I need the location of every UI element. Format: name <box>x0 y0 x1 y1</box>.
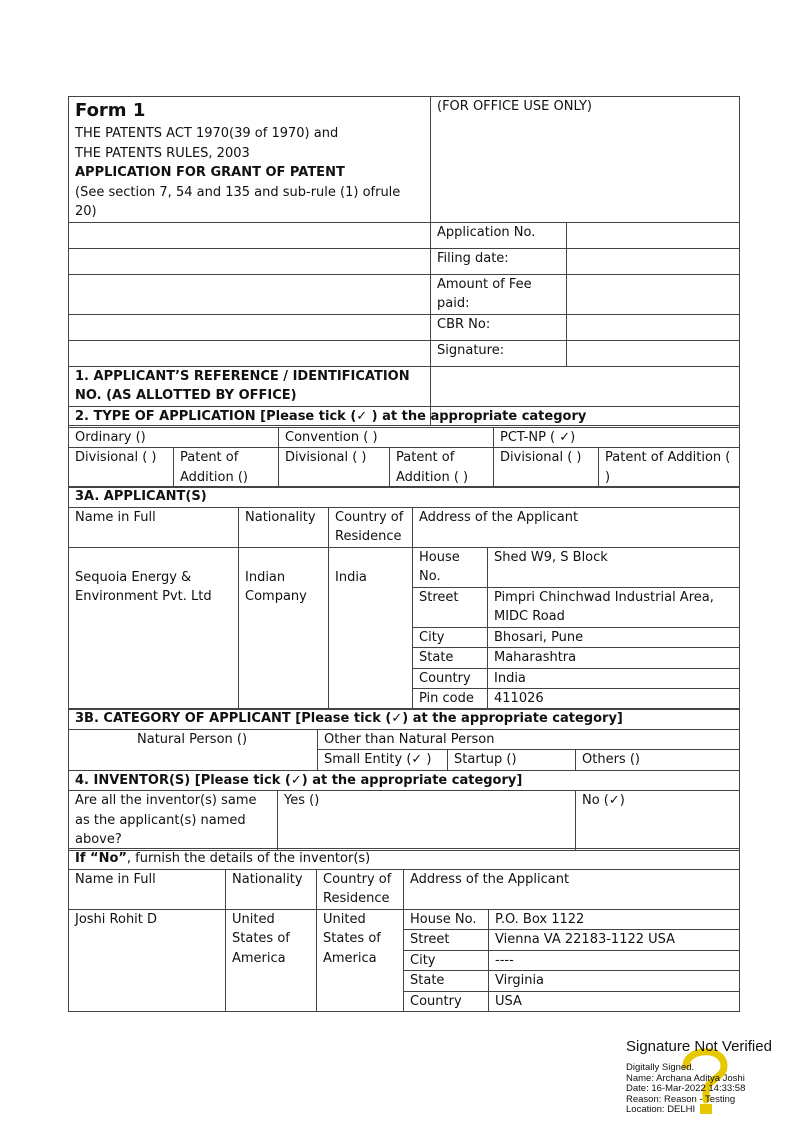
section-2-title: 2. TYPE OF APPLICATION [Please tick (✓ ) at the appropriate category <box>69 407 740 428</box>
address-label: City <box>404 950 489 971</box>
signature-label: Signature: <box>431 340 567 366</box>
address-value: USA <box>489 991 740 1012</box>
address-label: Country <box>413 668 488 689</box>
amount-fee-label: Amount of Fee paid: <box>431 274 567 314</box>
address-value: Maharashtra <box>488 648 740 669</box>
cbr-no-value <box>567 314 740 340</box>
filing-date-value <box>567 248 740 274</box>
signature-location: Location: DELHI <box>626 1104 696 1115</box>
inventor-name: Joshi Rohit D <box>69 909 226 1012</box>
applicant-nationality: Indian Company <box>239 547 329 710</box>
divisional-option-2[interactable]: Divisional ( ) <box>279 448 390 488</box>
amount-fee-value <box>567 274 740 314</box>
address-label: City <box>413 627 488 648</box>
office-use-cell <box>431 97 740 223</box>
address-value: ---- <box>489 950 740 971</box>
col-nationality: Nationality <box>226 869 317 909</box>
inventors-table <box>68 848 740 1012</box>
applicants-table <box>68 486 740 710</box>
signature-digitally-signed: Digitally Signed. <box>626 1062 695 1073</box>
blank-cell <box>69 340 431 366</box>
small-entity-option[interactable]: Small Entity (✓ ) <box>318 750 448 771</box>
col-country-of-residence: Country of Residence <box>317 869 404 909</box>
address-value: India <box>488 668 740 689</box>
address-value: Shed W9, S Block <box>488 547 740 587</box>
yes-option[interactable]: Yes () <box>278 791 576 851</box>
col-nationality: Nationality <box>239 507 329 547</box>
signature-date: Date: 16-Mar-2022 14:33:58 <box>626 1083 746 1094</box>
col-address: Address of the Applicant <box>404 869 740 909</box>
address-value: Vienna VA 22183-1122 USA <box>489 930 740 951</box>
startup-option[interactable]: Startup () <box>448 750 576 771</box>
act-line: THE PATENTS ACT 1970(39 of 1970) and <box>75 126 339 141</box>
address-label: Pin code <box>413 689 488 710</box>
header-row <box>69 97 740 223</box>
address-label: State <box>413 648 488 669</box>
header-table <box>68 96 740 426</box>
if-no-instruction <box>69 849 740 870</box>
natural-person-option[interactable]: Natural Person () <box>69 729 318 770</box>
digital-signature-stamp <box>626 1038 794 1116</box>
address-value: Virginia <box>489 971 740 992</box>
application-title: APPLICATION FOR GRANT OF PATENT <box>75 165 345 180</box>
address-value: P.O. Box 1122 <box>489 909 740 930</box>
applicant-country: India <box>329 547 413 710</box>
section-4-title: 4. INVENTOR(S) [Please tick (✓) at the appropriate category] <box>69 770 740 791</box>
section-3b-title: 3B. CATEGORY OF APPLICANT [Please tick (✓) at the appropriate category] <box>69 709 740 730</box>
address-label: State <box>404 971 489 992</box>
other-than-natural-label: Other than Natural Person <box>318 729 740 750</box>
ordinary-option[interactable]: Ordinary () <box>69 427 279 448</box>
address-label: Street <box>413 587 488 627</box>
inventor-nationality: United States of America <box>226 909 317 1012</box>
filing-date-label: Filing date: <box>431 248 567 274</box>
inventors-question: Are all the inventor(s) same as the applicant(s) named above? <box>69 791 278 851</box>
pct-np-option[interactable]: PCT-NP ( ✓) <box>494 427 740 448</box>
others-option[interactable]: Others () <box>576 750 740 771</box>
signature-status: Signature Not Verified <box>626 1038 772 1055</box>
blank-cell <box>69 248 431 274</box>
divisional-option-3[interactable]: Divisional ( ) <box>494 448 599 488</box>
patent-of-addition-option-2[interactable]: Patent of Addition ( ) <box>390 448 494 488</box>
col-name-in-full: Name in Full <box>69 507 239 547</box>
category-table <box>68 708 740 851</box>
form-header-cell <box>69 97 431 223</box>
signature-value <box>567 340 740 366</box>
signature-reason: Reason: Reason - Testing <box>626 1093 736 1105</box>
col-country-of-residence: Country of Residence <box>329 507 413 547</box>
address-label: House No. <box>404 909 489 930</box>
type-of-application-table <box>68 406 740 488</box>
blank-cell <box>69 314 431 340</box>
blank-cell <box>69 222 431 248</box>
applicant-reference-label: 1. APPLICANT’S REFERENCE / IDENTIFICATION NO. (AS ALLOTTED BY OFFICE) <box>69 366 431 425</box>
application-no-value <box>567 222 740 248</box>
section-3a-title: 3A. APPLICANT(S) <box>69 487 740 508</box>
form-title: Form 1 <box>75 100 146 121</box>
address-value: Bhosari, Pune <box>488 627 740 648</box>
office-use-label: (FOR OFFICE USE ONLY) <box>437 99 592 114</box>
divisional-option-1[interactable]: Divisional ( ) <box>69 448 174 488</box>
cbr-no-label: CBR No: <box>431 314 567 340</box>
col-address: Address of the Applicant <box>413 507 740 547</box>
inventor-country: United States of America <box>317 909 404 1012</box>
blank-cell <box>69 274 431 314</box>
address-value: Pimpri Chinchwad Industrial Area, MIDC Road <box>488 587 740 627</box>
patent-of-addition-option-1[interactable]: Patent of Addition () <box>174 448 279 488</box>
address-label: House No. <box>413 547 488 587</box>
no-option[interactable]: No (✓) <box>576 791 740 851</box>
signature-name: Name: Archana Aditya Joshi <box>626 1072 745 1084</box>
section-reference: (See section 7, 54 and 135 and sub-rule (1) ofrule 20) <box>75 184 401 219</box>
applicant-name: Sequoia Energy & Environment Pvt. Ltd <box>69 547 239 710</box>
convention-option[interactable]: Convention ( ) <box>279 427 494 448</box>
address-label: Street <box>404 930 489 951</box>
if-no-rest: , furnish the details of the inventor(s) <box>126 851 371 866</box>
col-name-in-full: Name in Full <box>69 869 226 909</box>
patent-of-addition-option-3[interactable]: Patent of Addition ( ) <box>599 448 740 488</box>
application-no-label: Application No. <box>431 222 567 248</box>
if-no-bold: If “No” <box>75 851 127 866</box>
address-label: Country <box>404 991 489 1012</box>
address-value: 411026 <box>488 689 740 710</box>
rules-line: THE PATENTS RULES, 2003 <box>75 145 250 161</box>
